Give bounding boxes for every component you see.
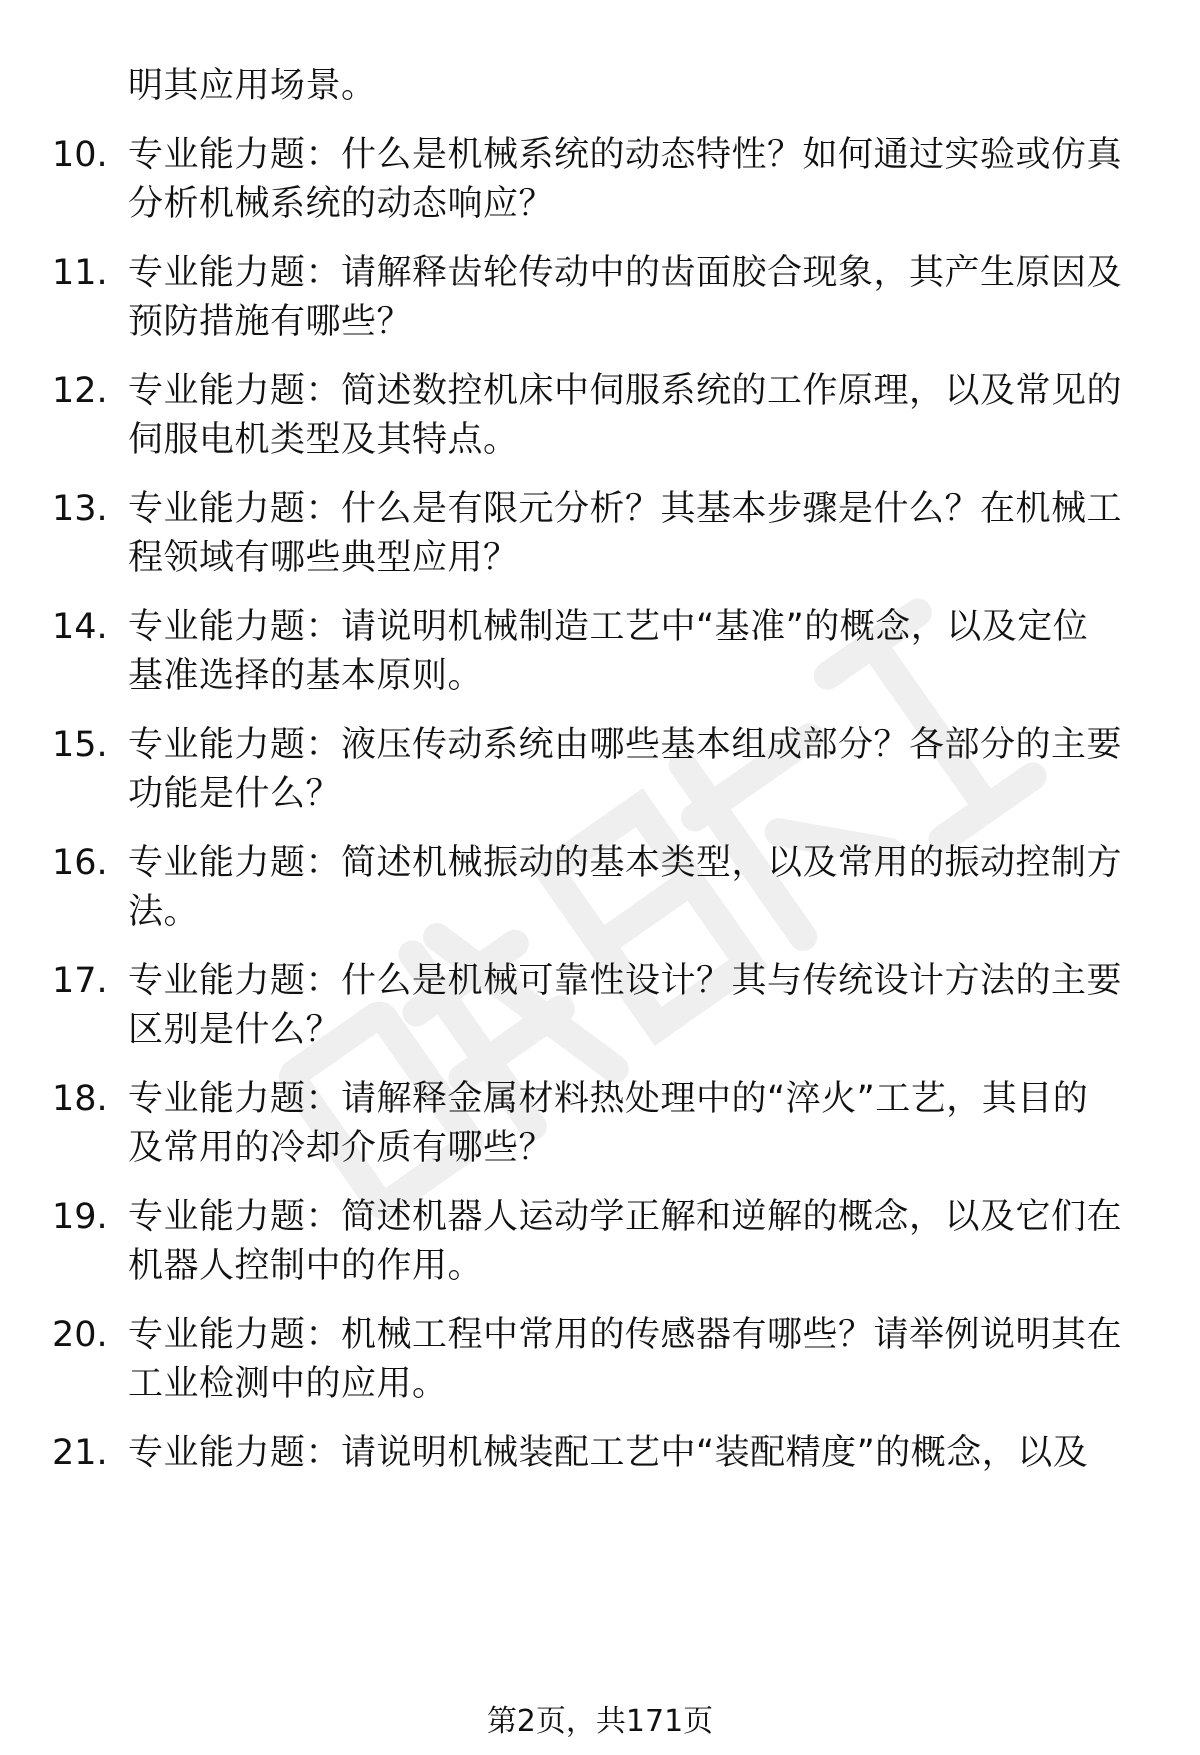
question-number: 12. (52, 371, 108, 411)
question-text-line1: 专业能力题：请说明机械制造工艺中“基准”的概念，以及定位 (128, 607, 1089, 647)
question-number: 21. (52, 1433, 108, 1473)
question-number: 18. (52, 1079, 108, 1119)
list-item (0, 1193, 1200, 1303)
question-text-line2: 伺服电机类型及其特点。 (128, 420, 519, 460)
question-number: 10. (52, 135, 108, 175)
question-text-line2: 预防措施有哪些？ (128, 302, 413, 342)
question-text-line2: 法。 (128, 892, 200, 932)
question-text-line2: 及常用的冷却介质有哪些？ (128, 1128, 555, 1168)
list-item (0, 721, 1200, 831)
question-text-line1: 专业能力题：简述数控机床中伺服系统的工作原理，以及常见的 (128, 371, 1123, 411)
question-text-line2: 程领域有哪些典型应用？ (128, 538, 519, 578)
question-number: 16. (52, 843, 108, 883)
list-item (0, 1075, 1200, 1185)
question-text-line1: 专业能力题：什么是机械系统的动态特性？如何通过实验或仿真 (128, 135, 1123, 175)
question-text-line1: 专业能力题：请解释金属材料热处理中的“淬火”工艺，其目的 (128, 1079, 1089, 1119)
list-item (0, 249, 1200, 359)
list-item (0, 839, 1200, 949)
question-number: 15. (52, 725, 108, 765)
question-number: 14. (52, 607, 108, 647)
continuation-line: 明其应用场景。 (128, 66, 377, 106)
question-text-line2: 机器人控制中的作用。 (128, 1246, 484, 1286)
question-text-line1: 专业能力题：液压传动系统由哪些基本组成部分？各部分的主要 (128, 725, 1123, 765)
list-item (0, 957, 1200, 1067)
question-text-line1: 专业能力题：什么是机械可靠性设计？其与传统设计方法的主要 (128, 961, 1123, 1001)
question-text-line1: 专业能力题：简述机器人运动学正解和逆解的概念，以及它们在 (128, 1197, 1123, 1237)
question-text-line1: 专业能力题：请说明机械装配工艺中“装配精度”的概念，以及 (128, 1433, 1089, 1473)
question-text-line2: 分析机械系统的动态响应？ (128, 184, 555, 224)
list-item (0, 603, 1200, 713)
question-number: 19. (52, 1197, 108, 1237)
question-text-line1: 专业能力题：请解释齿轮传动中的齿面胶合现象，其产生原因及 (128, 253, 1123, 293)
question-text-line2: 区别是什么？ (128, 1010, 342, 1050)
question-number: 13. (52, 489, 108, 529)
question-number: 20. (52, 1315, 108, 1355)
question-number: 11. (52, 253, 108, 293)
question-text-line2: 工业检测中的应用。 (128, 1364, 448, 1404)
question-text-line1: 专业能力题：机械工程中常用的传感器有哪些？请举例说明其在 (128, 1315, 1123, 1355)
list-item (0, 485, 1200, 595)
question-number: 17. (52, 961, 108, 1001)
question-text-line1: 专业能力题：什么是有限元分析？其基本步骤是什么？在机械工 (128, 489, 1123, 529)
question-text-line2: 功能是什么？ (128, 774, 342, 814)
question-text-line2: 基准选择的基本原则。 (128, 656, 484, 696)
list-item (0, 367, 1200, 477)
list-item (0, 131, 1200, 241)
question-text-line1: 专业能力题：简述机械振动的基本类型，以及常用的振动控制方 (128, 843, 1123, 883)
page-footer: 第2页，共171页 (486, 1704, 714, 1739)
list-item (0, 1429, 1200, 1539)
list-item (0, 1311, 1200, 1421)
